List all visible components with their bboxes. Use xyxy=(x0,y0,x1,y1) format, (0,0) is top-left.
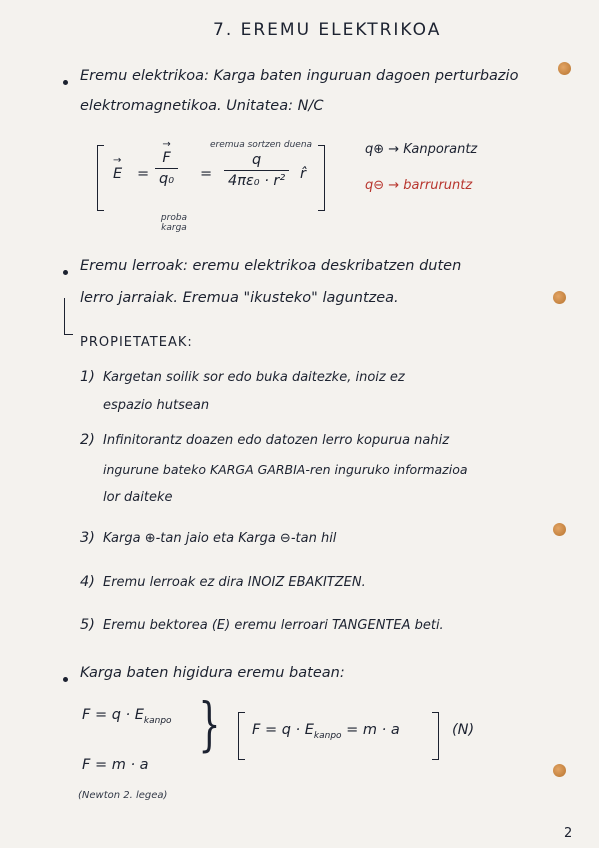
field-vector: → E xyxy=(113,166,122,182)
binder-hole xyxy=(553,291,566,304)
left-bracket xyxy=(238,712,245,760)
property-text: Kargetan soilik sor edo buka daitezke, inoiz ez xyxy=(103,370,405,385)
equation-newton: F = m · a xyxy=(82,757,149,773)
curly-brace: } xyxy=(198,690,221,758)
test-charge-note: proba karga xyxy=(160,213,188,233)
property-text: lor daiteke xyxy=(103,490,173,505)
unit-vector: r̂ xyxy=(300,166,306,182)
right-bracket xyxy=(318,145,325,211)
property-text: Karga ⊕-tan jaio eta Karga ⊖-tan hil xyxy=(103,531,337,546)
property-number: 4) xyxy=(80,574,95,590)
unit-newton: (N) xyxy=(452,722,475,738)
source-charge-note: eremua sortzen duena xyxy=(210,140,313,150)
page-number: 2 xyxy=(564,826,573,841)
combined-equation: $F = q \cdot E_{kanpo} = m \cdot a$ xyxy=(252,722,400,741)
property-number: 1) xyxy=(80,369,95,385)
binder-hole xyxy=(553,764,566,777)
bullet xyxy=(63,270,68,275)
arrow-connector xyxy=(64,298,73,335)
fraction-coulomb: q 4πε₀ · r² xyxy=(224,152,289,189)
definition-line-2: elektromagnetikoa. Unitatea: N/C xyxy=(80,98,324,114)
property-text: Infinitorantz doazen edo datozen lerro kopurua nahiz xyxy=(103,433,450,448)
equals-sign: = xyxy=(137,166,150,182)
properties-heading: PROPIETATEAK: xyxy=(80,335,193,350)
left-bracket xyxy=(97,145,104,211)
bullet xyxy=(63,677,68,682)
property-number: 5) xyxy=(80,617,95,633)
property-text: Eremu lerroak ez dira INOIZ EBAKITZEN. xyxy=(103,575,366,590)
property-text: ingurune bateko KARGA GARBIA-ren inguruko informazioa xyxy=(103,462,468,477)
motion-heading: Karga baten higidura eremu batean: xyxy=(80,665,345,681)
fraction-force-over-charge: → F q₀ xyxy=(155,150,178,187)
equals-sign: = xyxy=(200,166,213,182)
field-lines-line-1: Eremu lerroak: eremu elektrikoa deskribatzen duten xyxy=(80,258,462,274)
positive-charge-direction: q⊕ → Kanporantz xyxy=(365,142,478,157)
binder-hole xyxy=(553,523,566,536)
page-title: 7. EREMU ELEKTRIKOA xyxy=(213,20,442,40)
equation-electric-force: $F = q \cdot E_{kanpo}$ xyxy=(82,707,172,726)
property-number: 2) xyxy=(80,432,95,448)
right-bracket xyxy=(432,712,439,760)
definition-line-1: Eremu elektrikoa: Karga baten inguruan dagoen perturbazio xyxy=(80,68,519,84)
bullet xyxy=(63,80,68,85)
property-number: 3) xyxy=(80,530,95,546)
field-lines-line-2: lerro jarraiak. Eremua "ikusteko" laguntzea. xyxy=(80,290,399,306)
newton-note: (Newton 2. legea) xyxy=(78,790,168,801)
property-text: Eremu bektorea (E) eremu lerroari TANGENTEA beti. xyxy=(103,618,444,633)
binder-hole xyxy=(558,62,571,75)
property-text: espazio hutsean xyxy=(103,398,210,413)
negative-charge-direction: q⊖ → barruruntz xyxy=(365,178,473,193)
